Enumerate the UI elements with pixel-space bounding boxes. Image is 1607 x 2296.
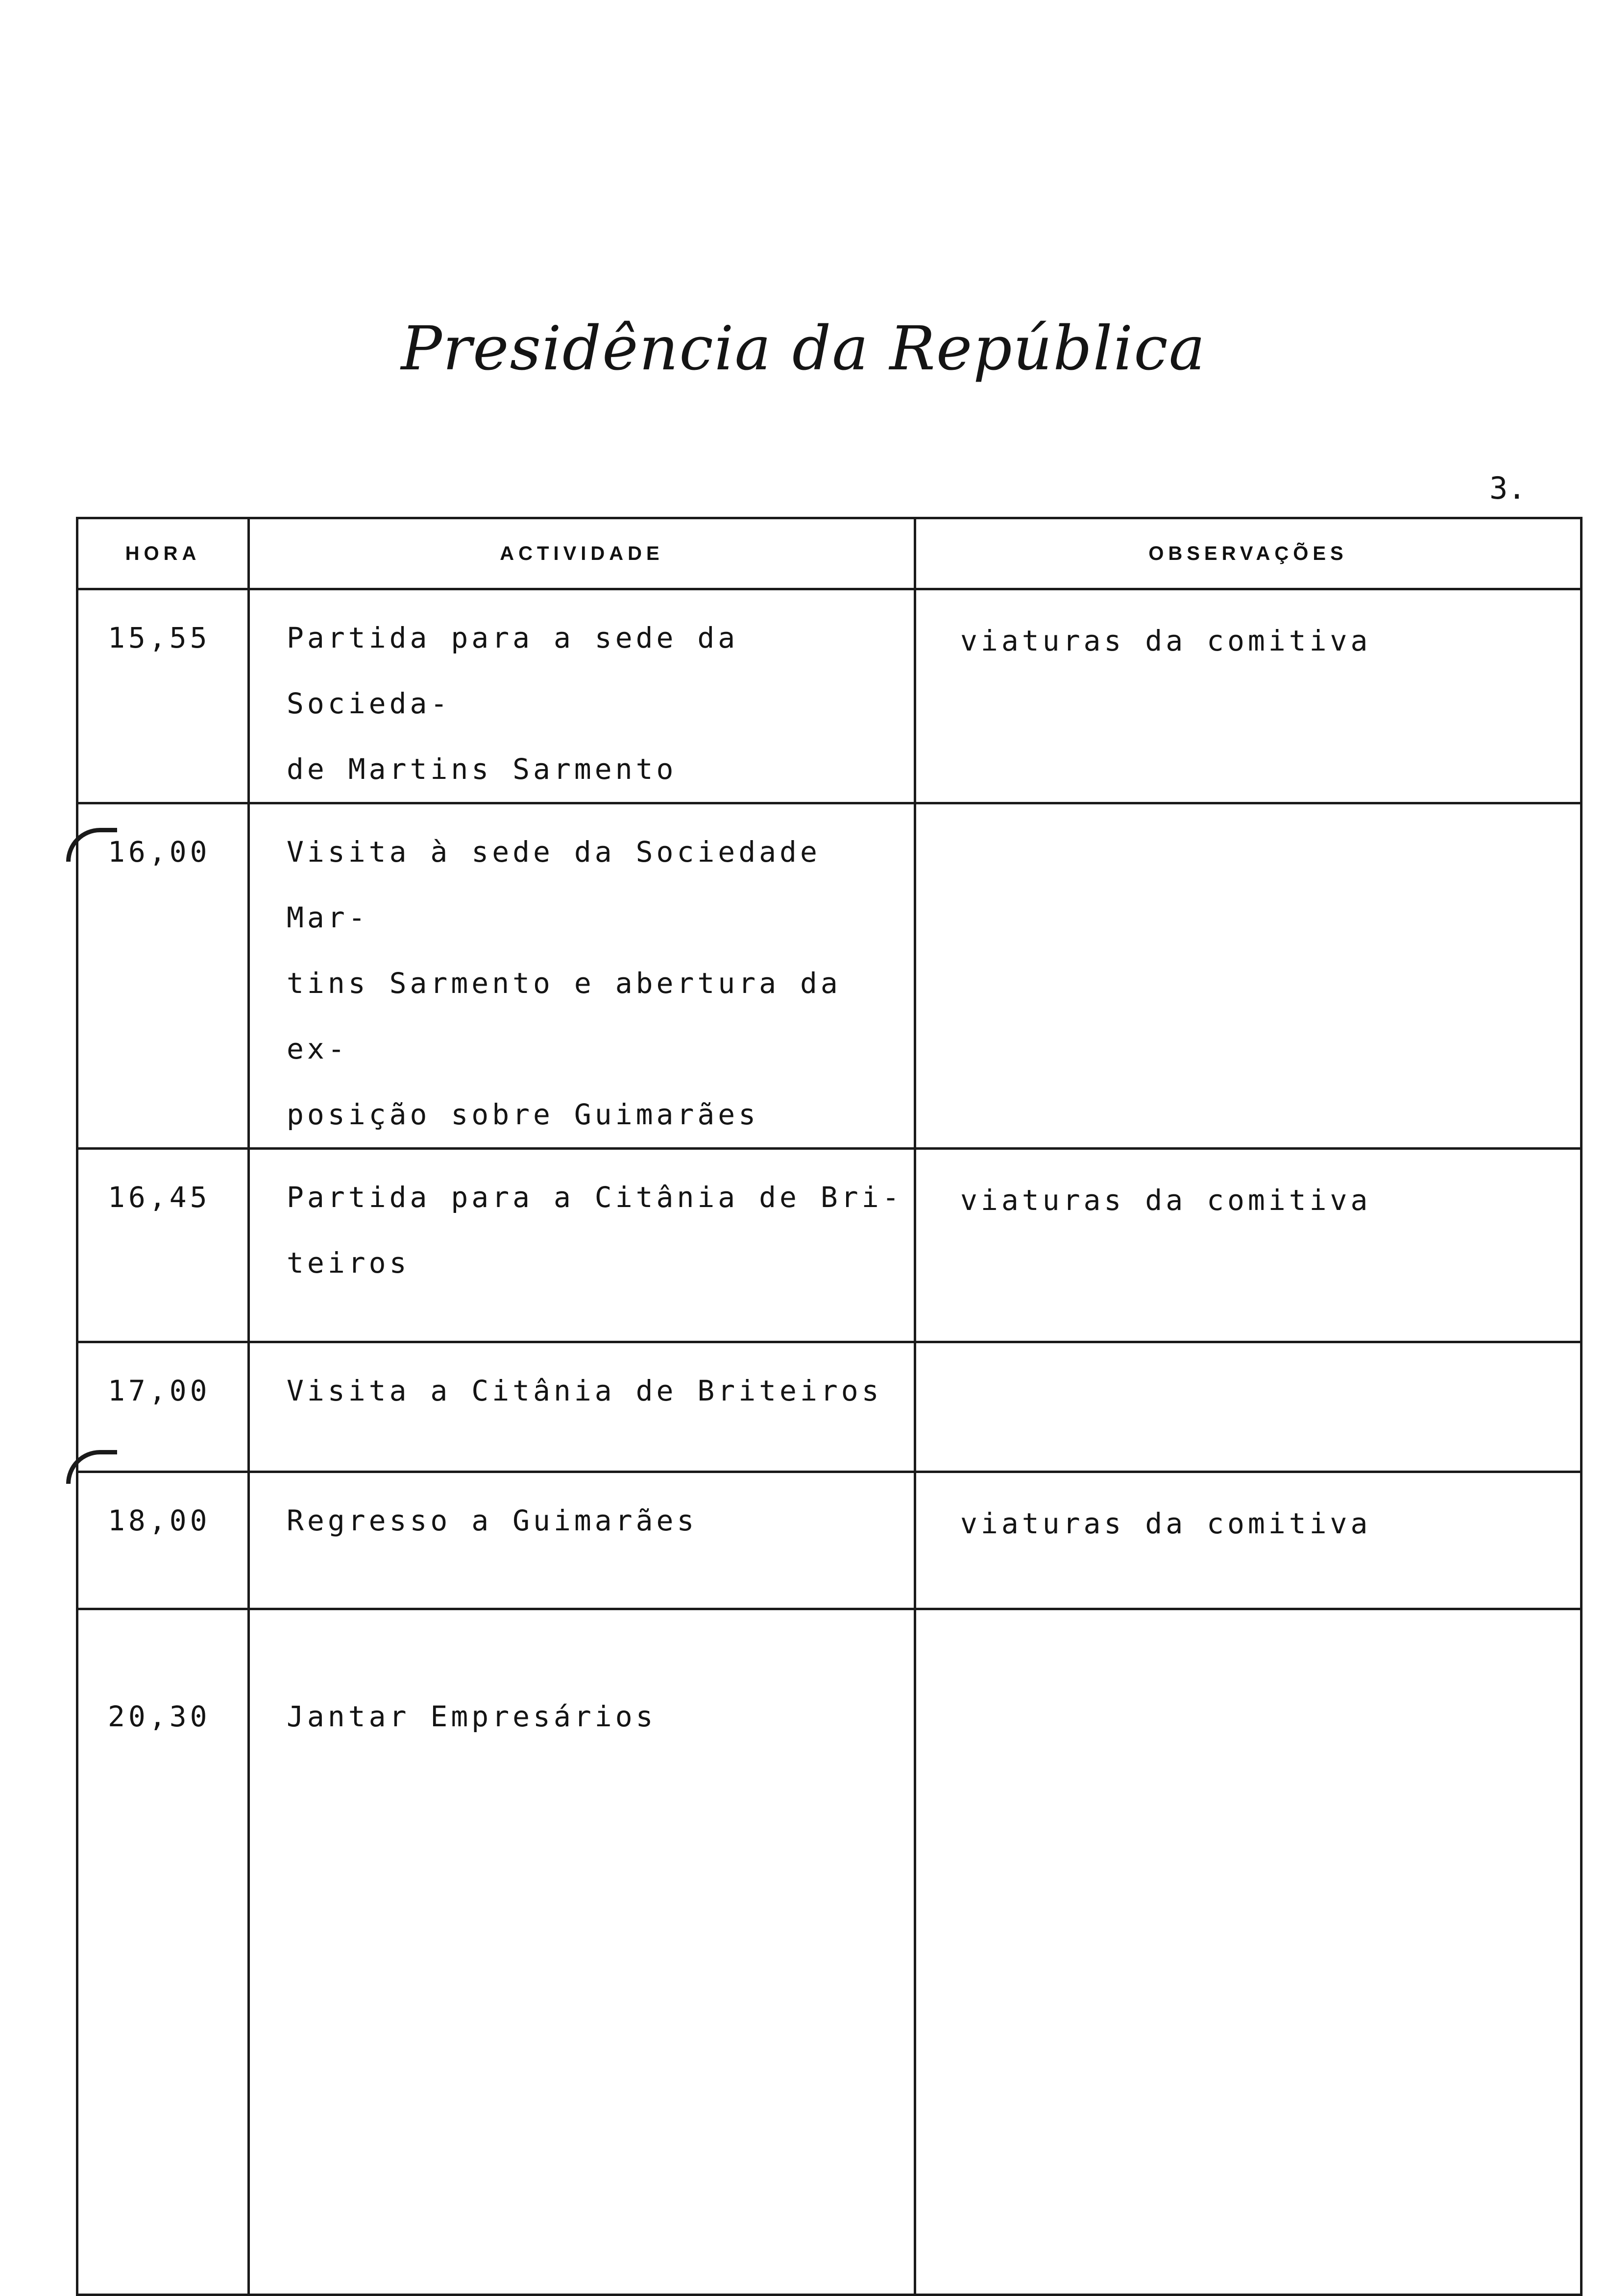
hora-value: 15,55	[108, 621, 211, 654]
actividade-line: Jantar Empresários	[287, 1700, 657, 1733]
table-row	[77, 803, 1582, 1149]
hora-value: 17,00	[108, 1374, 211, 1407]
table-row	[77, 1149, 1582, 1342]
actividade-cell	[249, 803, 915, 1149]
actividade-line: posição sobre Guimarães	[287, 1098, 759, 1131]
actividade-cell	[249, 589, 915, 803]
hora-cell	[77, 1149, 249, 1342]
table-row	[77, 1342, 1582, 1472]
hora-cell	[77, 803, 249, 1149]
actividade-cell	[249, 1609, 915, 2295]
hora-value: 16,00	[108, 835, 211, 869]
hora-value: 18,00	[108, 1504, 211, 1537]
table-row	[77, 589, 1582, 803]
page-number: 3.	[1489, 470, 1526, 506]
table-row	[77, 1472, 1582, 1609]
actividade-line: tins Sarmento e abertura da ex-	[287, 967, 841, 1065]
hora-cell	[77, 1472, 249, 1609]
observacoes-cell	[915, 589, 1582, 803]
actividade-cell	[249, 1472, 915, 1609]
header-hora: HORA	[77, 518, 249, 589]
schedule-table	[76, 517, 1583, 2296]
hora-value: 20,30	[108, 1700, 211, 1733]
observacoes-value: viaturas da comitiva	[960, 624, 1371, 657]
actividade-line: de Martins Sarmento	[287, 752, 677, 786]
hora-cell	[77, 1342, 249, 1472]
observacoes-cell	[915, 1609, 1582, 2295]
observacoes-value: viaturas da comitiva	[960, 1507, 1371, 1540]
observacoes-cell	[915, 1342, 1582, 1472]
letterhead: Presidência da República	[401, 314, 1206, 384]
actividade-line: teiros	[287, 1246, 410, 1280]
observacoes-value: viaturas da comitiva	[960, 1184, 1371, 1217]
header-actividade: ACTIVIDADE	[249, 518, 915, 589]
header-observacoes: OBSERVAÇÕES	[915, 518, 1582, 589]
actividade-line: Partida para a sede da Socieda-	[287, 621, 739, 720]
observacoes-cell	[915, 1472, 1582, 1609]
actividade-line: Regresso a Guimarães	[287, 1504, 698, 1537]
actividade-cell	[249, 1149, 915, 1342]
actividade-line: Visita à sede da Sociedade Mar-	[287, 835, 821, 934]
observacoes-cell	[915, 803, 1582, 1149]
hora-cell	[77, 1609, 249, 2295]
hora-cell	[77, 589, 249, 803]
actividade-line: Partida para a Citânia de Bri-	[287, 1181, 903, 1214]
actividade-line: Visita a Citânia de Briteiros	[287, 1374, 882, 1407]
observacoes-cell	[915, 1149, 1582, 1342]
header-row	[77, 518, 1582, 589]
hora-value: 16,45	[108, 1181, 211, 1214]
table-row	[77, 1609, 1582, 2295]
actividade-cell	[249, 1342, 915, 1472]
